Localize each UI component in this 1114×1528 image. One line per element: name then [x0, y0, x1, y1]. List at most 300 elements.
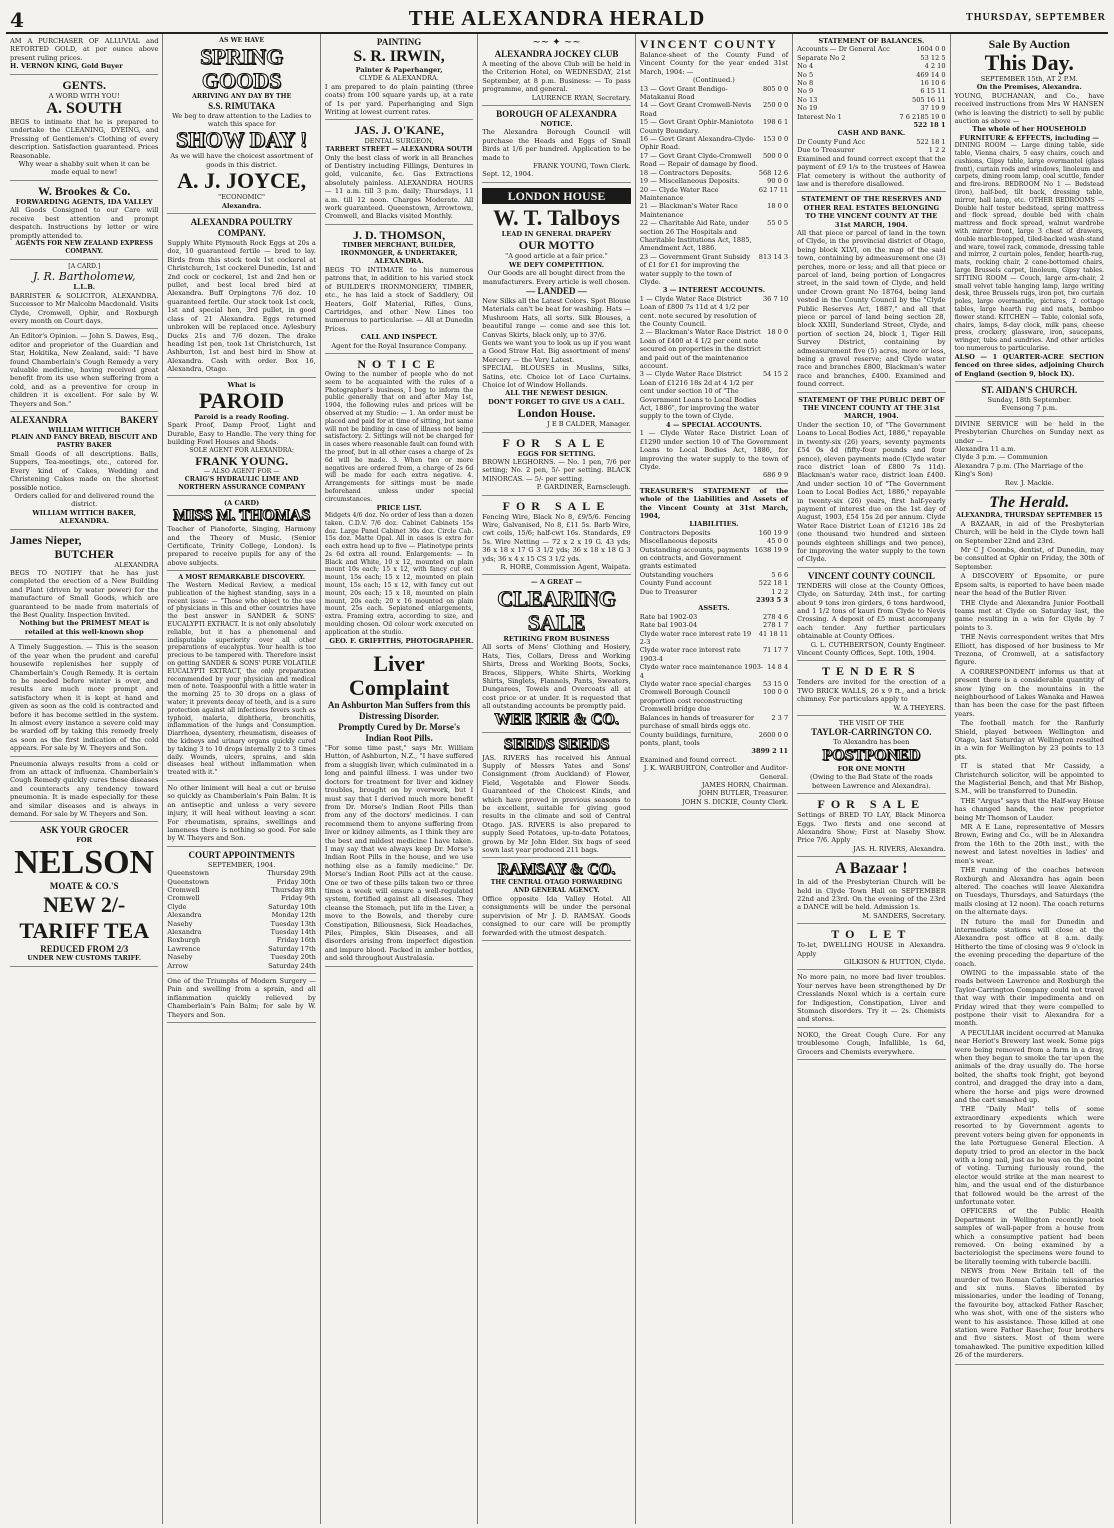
painting-heading: PAINTING — [376, 37, 422, 47]
jockey-heading: ALEXANDRA JOCKEY CLUB — [494, 49, 619, 59]
eucalyptus-heading: A MOST REMARKABLE DISCOVERY. — [178, 574, 305, 582]
court-appointments — [167, 847, 315, 974]
show-intro: We beg to draw attention to the Ladies to watch this space for — [172, 111, 312, 128]
asset-row-label: Cromwell Borough Council proportion cost reconstructing Cromwell bridge due — [639, 688, 743, 714]
asset-row-label: Clyde water race interest rate 1903-4 — [639, 646, 741, 663]
ad-miss-thomas — [167, 496, 315, 571]
show-day: SHOW DAY ! — [176, 127, 308, 153]
cash-row-label: Dr County Fund Acc — [797, 137, 866, 146]
column-5 — [636, 34, 793, 1524]
road-row-label: 20 — Clyde Water Race Maintenance — [639, 185, 719, 202]
notice-postponed — [797, 716, 945, 794]
tenders-heading: TENDERS — [822, 664, 921, 679]
court-row-amount: Friday 30th — [276, 877, 316, 886]
liability-row-label: Due to Treasurer — [639, 587, 698, 596]
surgery-notice: One of the Triumphs of Modern Surgery — Pain and swelling from a sprain, and all inflammation quickly relieved by Chamberlain's Pain Balm; for sale by W. Theyers and Son. — [167, 974, 315, 1023]
road-row-amount: 500 0 0 — [762, 151, 789, 160]
liability-row — [640, 579, 788, 587]
liabilities-list — [640, 529, 788, 596]
south-body: BEGS to intimate that he is prepared to undertake the CLEANING, DYEING, and Pressing of Gentlemen's Clothing of every description. Satisfaction guaranteed. Prices Reasonable. — [10, 118, 159, 160]
balance-row — [797, 62, 945, 70]
asset-row-amount: 278 1 7 — [762, 621, 789, 630]
court-row-amount: Thursday 29th — [267, 869, 316, 878]
aidans-heading: ST. AIDAN'S CHURCH. — [981, 384, 1078, 395]
insurance-agent: Agent for the Royal Insurance Company. — [331, 341, 467, 350]
balance-row-amount: 4 2 10 — [924, 62, 946, 71]
to-alexandra: To Alexandra has been — [833, 738, 910, 747]
road-row — [640, 101, 788, 118]
butler-sign: JOHN BUTLER, Treasurer. — [698, 789, 789, 798]
court-row — [167, 911, 315, 919]
butcher-tagline: Nothing but the PRIMEST MEAT is retailed at this well-known shop — [19, 619, 150, 636]
quarter-acre: ALSO — 1 QUARTER-ACRE SECTION fenced on three sides, adjoining Church of England (section 9, block IX). — [954, 352, 1104, 378]
motto-text: "A good article at a fair price." — [505, 252, 608, 261]
morse-body: "For some time past," says Mr. William Hutton, of Ashburton, N.Z., "I have suffered from a sluggish liver, which culminated in a long and painful illness. I was under two doctors for treatment for liver and kidney troubles, brought on by overwork, but I must say that I derived much more benefit from Dr. Morse's Indian Root Pills than from any of the doctors' medicines. I can recommend them to anyone suffering from liver or kidney ailments, as I think they are the best and mildest medicine I have taken. I may say that we always keep Dr. Morse's Indian Root Pills in the house, and we use nothing else as a family medicine." Dr. Morse's Indian Root Pills act at the cause. One or two of these pills taken two or three times a week will ensure a well-regulated system, fortified against all diseases. They cleanse the Stomach, put life in the Liver, a move to the Bowels, and thereby cure Constipation, Biliousness, Sick Headaches, Piles, Pimples, Skin Diseases, and all disorders arising from imperfect digestion and impure blood. Packed in amber bottles, and sold throughout Australasia. — [324, 744, 474, 963]
divine-row: Alexandra 11 a.m. — [954, 445, 1016, 454]
south-name: A. SOUTH — [46, 100, 122, 118]
balance-row-amount: 1604 0 0 — [916, 45, 946, 54]
show-body: As we will have the choicest assortment of goods in this district. — [170, 152, 313, 169]
asset-row-label: Clyde water race maintenance 1903-4 — [639, 663, 764, 680]
road-row — [640, 186, 788, 203]
column-4 — [478, 34, 635, 1524]
court-row-label: Cromwell — [167, 894, 200, 903]
balance-row-amount: 37 19 9 — [920, 104, 946, 113]
seeds-heading: SEEDS SEEDS — [503, 735, 610, 753]
news-item: THE "Argus" says that the Half-way House has changed hands, the new proprietor being Mr Thomson of Lauder. — [954, 796, 1104, 822]
asset-row — [640, 630, 788, 647]
nieper-name: James Nieper, — [10, 532, 82, 547]
wee-kee: WEE KEE & CO. — [494, 710, 619, 728]
asset-row-label: Clyde water race interest rate 19 2-3 — [639, 629, 752, 647]
ad-brookes — [10, 181, 158, 260]
bakery-orders: Orders called for and delivered round the district. — [14, 492, 155, 509]
road-row-amount: 62 17 11 — [758, 185, 789, 194]
court-row-amount: Saturday 10th — [268, 902, 316, 911]
court-row-amount: Friday 9th — [280, 894, 316, 903]
vincent-sub: Balance-sheet of the County Fund of Vincent County for the year ended 31st March, 1904: — — [639, 51, 789, 76]
talboys-sub: LEAD IN GENERAL DRAPERY — [501, 229, 612, 238]
court-row-amount: Friday 16th — [276, 936, 316, 945]
court-row-label: Queenstown — [167, 877, 210, 886]
asset-row — [640, 731, 788, 748]
balance-row-label: No 13 — [797, 95, 818, 104]
road-row-amount: 153 0 0 — [762, 135, 789, 144]
tenders-body: Tenders are invited for the erection of a TWO BRICK WALLS, 26 x 9 ft., and a brick chimney. For particulars apply to — [797, 678, 946, 704]
reserves-heading: STATEMENT OF THE RESERVES AND OTHER REAL ESTATES BELONGING TO THE VINCENT COUNTY AT THE 31st MARCH, 1904. — [801, 195, 942, 229]
ad-paroid — [167, 378, 315, 496]
barrister-degree: L.L.B. — [73, 283, 96, 292]
gents-heading: GENTS. — [62, 77, 107, 92]
irwin-place: CLYDE & ALEXANDRA. — [359, 74, 439, 83]
liability-row-label: Miscellaneous deposits — [639, 537, 718, 546]
balances-total: 522 18 1 — [913, 121, 946, 130]
road-row-label: 21 — Blackman's Water Race Maintenance — [639, 202, 738, 219]
balance-row — [797, 96, 945, 104]
rivers-sign: JAS. H. RIVERS, Alexandra. — [853, 844, 946, 853]
herald-heading: The Herald. — [989, 494, 1070, 512]
reduced-price: REDUCED FROM 2/3 — [40, 943, 129, 954]
okane-sub: DENTAL SURGEON, — [364, 137, 434, 146]
liability-row — [640, 546, 788, 571]
auction-heading: Sale By Auction — [988, 37, 1070, 51]
bazaar-body: In aid of the Presbyterian Church will be held in Clyde Town Hall on SEPTEMBER 22nd and 23rd. On the evening of the 23rd a DANCE will be held. Admission 1s. — [797, 878, 946, 912]
divine-body: DIVINE SERVICE will be held in the Presbyterian Churches on Sunday next as under — — [954, 419, 1104, 445]
grocer-line: ASK YOUR GROCER — [39, 825, 129, 836]
borough-heading: BOROUGH OF ALEXANDRA — [496, 109, 617, 120]
notice-borough — [482, 106, 630, 183]
balance-row-label: No 9 — [797, 87, 814, 96]
road-row — [640, 118, 788, 135]
news-item: NEWS from New Britain tell of the murder of two Roman Catholic missionaries and six nuns. Slaves liberated by missionaries, under the leading of Tonang, the favourite boy, attacked Father Rascher, who was shot, with one of the sisters who went to his assistance. Those killed at one station were Father Rascher, four brothers and five sisters. Most of them were tomahawked. The punitive expedition killed 26 of the murderers. — [954, 1267, 1104, 1360]
news-item: IN future the mail for Dunedin and intermediate stations will close at the Alexandra post office at 8 a.m. daily. Hitherto the time of closing was 9 o'clock in the evening preceding the departure of the coach. — [954, 917, 1104, 968]
interest-row-amount: 18 0 0 — [767, 328, 789, 337]
road-row-amount: 18 0 0 — [767, 202, 789, 211]
ornament-icon: ~~ ✦ ~~ — [532, 37, 581, 48]
road-row-amount: 813 14 3 — [758, 252, 789, 261]
eggs-body: BROWN LEGHORNS. — No. 1 pen, 7/6 per setting; No. 2 pen, 5/- per setting. BLACK MINORCAS. — 5/- per setting. — [482, 458, 631, 483]
miss-thomas: MISS M. THOMAS — [173, 507, 311, 525]
examined-line: Examined and found correct. — [639, 755, 738, 764]
balance-row — [797, 104, 945, 112]
liability-row — [640, 588, 788, 596]
premises-line: On the Premises, Alexandra. — [976, 83, 1082, 92]
ad-fencing-for-sale — [482, 496, 630, 576]
barrister-name: J. R. Bartholomew, — [32, 270, 136, 284]
liability-row-amount: 1638 19 9 — [754, 545, 789, 554]
county-balance-sheet — [640, 34, 788, 484]
economic-label: "ECONOMIC" — [218, 193, 266, 202]
treasurer-heading: TREASURER'S STATEMENT of the whole of the Liabilities and Assets of the Vincent County at 31st March, 1904, — [639, 486, 789, 520]
south-tagline: Why wear a shabby suit when it can be made equal to new! — [18, 160, 150, 177]
road-row-label: 15 — Govt Grant Ophir-Maniototo County Boundary. — [639, 118, 754, 135]
column-2 — [163, 34, 320, 1524]
masthead — [6, 6, 1108, 34]
pneumonia-notice: Pneumonia always results from a cold or from an attack of influenza. Chamberlain's Cough Remedy quickly cures these diseases and counteracts any tendency toward pneumonia. It is made especially for these and similar diseases and is always in demand. For sale by W. Theyers and Son. — [10, 757, 158, 823]
thomson-place: ALEXANDRA. — [374, 257, 424, 266]
ad-bakery — [10, 412, 158, 530]
interest-row-amount: 36 7 10 — [762, 294, 789, 303]
road-row-label: 13 — Govt Grant Bendigo-Matakanui Road — [639, 84, 728, 102]
balance-row — [797, 54, 945, 62]
road-row — [640, 253, 788, 287]
balance-row-amount: 53 12 5 — [920, 53, 946, 62]
asset-row-amount: 2600 0 0 — [758, 730, 789, 739]
asset-row-amount: 71 17 7 — [762, 646, 789, 655]
court-heading: COURT APPOINTMENTS — [188, 849, 295, 860]
bakery-body: Small Goods of all descriptions. Balls, Suppers, Tea-meetings, etc., catered for. Every kind of Cakes, Wedding and Christening Cakes made on the shortest possible notice. — [10, 449, 159, 492]
liability-row-label: Outstanding accounts, payments on contracts, and Government grants estimated — [639, 545, 750, 571]
balance-row-amount: 6 15 11 — [920, 87, 946, 96]
assets-total: 3899 2 11 — [751, 747, 789, 756]
liver-heading: Liver Complaint — [348, 651, 450, 701]
court-row-amount: Tuesday 20th — [270, 953, 316, 962]
cash-heading: CASH AND BANK. — [837, 129, 906, 138]
notice-st-aidans — [955, 382, 1104, 417]
dont-forget: DON'T FORGET TO GIVE US A CALL. — [488, 397, 625, 406]
ad-bartholomew — [10, 260, 158, 330]
asset-row — [640, 714, 788, 731]
ad-gold-purchaser — [10, 34, 158, 75]
asset-row-amount: 53 15 0 — [762, 680, 789, 689]
liability-row — [640, 529, 788, 537]
divine-row: Alexandra 7 p.m. (The Marriage of the King's Son) — [954, 461, 1084, 479]
court-row-label: Arrow — [167, 961, 189, 970]
mackie-sign: Rev. J. Mackie. — [1004, 478, 1054, 487]
bakery-sign: WILLIAM WITTICH BAKER, ALEXANDRA. — [32, 508, 137, 526]
defy-body: Our Goods are all bought direct from the manufacturers. Every article is well chosen. — [482, 269, 631, 286]
miss-thomas-body: Teacher of Pianoforte, Singing, Harmony and the Theory of Music. (Senior Certificate, Trinity College, London). Is prepared to receive pupils for any of the above subjects. — [167, 525, 316, 567]
noxol-notice: No more pain, no more bad liver troubles. Your nerves have been strengthened by Dr Cresslands Noxol which is a certain cure for Indigestion, Constipation, Liver and Stomach disorders. Try it — 2s. Chemists and stores. — [797, 970, 945, 1027]
balance-row — [797, 71, 945, 79]
newest-design: ALL THE NEWEST DESIGN. — [505, 389, 608, 398]
statement-of-balances — [797, 34, 945, 192]
divine-list — [955, 445, 1104, 479]
court-row-amount: Monday 12th — [271, 911, 316, 920]
notice-photographer — [325, 354, 473, 649]
article-eucalyptus — [167, 571, 315, 781]
court-row-label: Cromwell — [167, 885, 200, 894]
court-row — [167, 936, 315, 944]
liability-row-amount: 5 6 6 — [771, 570, 789, 579]
card-label: [A CARD.] — [68, 262, 101, 270]
dickie-sign: JOHN S. DICKIE, County Clerk. — [682, 797, 789, 806]
council-body: TENDERS will close at the County Offices, Clyde, on Saturday, 24th inst., for carting about 9 tons iron girders, 6 tons hardwood, and 1 1/2 tons of kauri from Clyde to Nevis Crossing. A deposit of £5 must accompany each tender. Any further particulars obtainable at County Offices. — [797, 581, 946, 641]
price-list-heading: PRICE LIST. — [376, 503, 422, 512]
borough-body: The Alexandra Borough Council will purchase the Heads and Eggs of Small Birds at 1/6 per hundred. Application to be made to — [482, 128, 631, 162]
brookes-name: W. Brookes & Co. — [38, 183, 131, 198]
interest-row-amount: 54 15 2 — [762, 370, 789, 379]
assets-list — [640, 613, 788, 748]
okane-address: TARBERT STREET — ALEXANDRA SOUTH — [325, 145, 473, 153]
court-row-label: Queenstown — [167, 869, 210, 878]
interest-row — [640, 295, 788, 329]
notice-county-council — [797, 568, 945, 662]
road-row — [640, 152, 788, 169]
balance-row — [797, 45, 945, 53]
purchaser-text: AM A PURCHASER OF ALLUVIAL and RETORTED GOLD, at per ounce above present ruling prices. — [10, 37, 159, 62]
news-item: OWING to the impassable state of the roads between Lawrence and Roxburgh the Taylor-Carrington Company could not travel that way with their impedimenta and on Friday wired that they were compelled to postpone their visit to Alexandra for a month. — [954, 968, 1104, 1028]
court-row — [167, 945, 315, 953]
brookes-sub: FORWARDING AGENTS, IDA VALLEY — [15, 197, 153, 206]
bakery-left: ALEXANDRA — [10, 414, 68, 425]
road-row-amount: 90 0 0 — [767, 177, 789, 186]
court-row-amount: Saturday 24th — [268, 961, 316, 970]
taylor-carrington: TAYLOR-CARRINGTON CO. — [811, 727, 932, 738]
news-list — [955, 520, 1104, 1360]
jockey-sign: LAURENCE RYAN, Secretary. — [531, 93, 631, 102]
news-item: OFFICERS of the Public Health Department in Wellington recently took samples of wall-paper from a house from which a consumptive patient had been removed. On being examined by a bacteriologist the specimens were found to be literally teeming with tubercle bacilli. — [954, 1207, 1104, 1266]
column-3 — [321, 34, 478, 1524]
court-row-amount: Tuesday 13th — [270, 919, 316, 928]
special-amount: 686 9 9 — [762, 471, 789, 480]
ad-minorca-for-sale — [797, 794, 945, 857]
notice-tenders — [797, 661, 945, 716]
morse-line: Promptly Cured by Dr. Morse's Indian Root Pills. — [338, 722, 460, 744]
ad-south — [10, 75, 158, 181]
call-inspect: CALL AND INSPECT. — [360, 333, 438, 342]
asset-row-amount: 41 18 11 — [758, 629, 789, 638]
column-1 — [6, 34, 163, 1524]
what-is: What is — [227, 380, 256, 389]
owing-note: (Owing to the Bad State of the roads between Lawrence and Alexandra). — [809, 773, 933, 790]
court-list — [167, 869, 315, 970]
ad-london-house — [482, 183, 630, 433]
paroid-body: Spark Proof, Damp Proof, Light and Durable, Easy to Handle. The very thing for building Fowl Houses and Sheds. — [167, 421, 316, 447]
balances-heading: STATEMENT OF BALANCES. — [818, 37, 925, 45]
price-list-body: Midgets 4/6 doz. No order of less than a dozen taken. C.D.V. 7/6 doz. Cabinet Cabinets 15s doz. Large Panel Cabinet 30s doz. Circle Cab. 15s doz. Matte Opal. All in cases is extra for each extra head up to five — Platinotype prints 2s 6d extra all round. Enlargements: — In Black and White, 10 x 12, mounted on plain mount 10s each; 15 x 12, with fancy cut out mount, 15s each; 15 x 12, mounted on plain mount, 15s each; 15 x 12, with fancy cut out mount, 20s each; 15 x 18, mounted on plain mount, 20s each; 20 x 16 mounted on plain mount, 25s each. Sepiatoned enlargements, extra. Framing extra, according to size, and moulding chosen. Oil colour work executed on application at the studio. — [324, 511, 474, 636]
road-row-label: 14 — Govt Grant Cromwell-Nevis Road — [639, 101, 752, 118]
cash-row-amount: 1 2 2 — [928, 146, 946, 155]
ad-thomson — [325, 225, 473, 354]
whole-of-her: The whole of her HOUSEHOLD FURNITURE & EFFECTS, including — — [959, 125, 1099, 142]
thomson-sub: TIMBER MERCHANT, BUILDER, IRONMONGER, & UNDERTAKER, — [340, 241, 458, 257]
court-month: SEPTEMBER, 1904. — [207, 860, 276, 869]
liability-row-label: County Fund account — [639, 579, 712, 588]
bakery-sub: PLAIN AND FANCY BREAD, BISCUIT AND PASTRY BAKER — [11, 434, 158, 450]
as-we-have: AS WE HAVE — [219, 37, 265, 44]
newspaper-title: THE ALEXANDRA HERALD — [408, 6, 706, 30]
also-agent: — ALSO AGENT FOR — — [203, 468, 280, 476]
furniture-list: DINING ROOM — Large dining table, side table, Vienna chairs, 5 easy chairs, couch and cushions, Gipsy table, large overmantel (glass front), curtain rods and windows, linoleum and carpets, dining room lamp, coal scuttle, fender and fire-irons. BEDROOM No 1 — Bedstead (iron), half-bed, tilt back, dressing table, mirror, hall lamp, etc. OTHER BEDROOMS — Double half tester bedstead, spring mattress and flock spread, double bed with chain mattress and flock spread, walnut wardrobe with mirror front, large 3 chest of drawers, double marble-topped, tiled-backed wash-stand and ware, towel rack, commode, dressing table and mirror, 2 curtain poles, fender, hearth-rug, mats, rocking chair, 2 cane-bottomed chairs, large Brussels carpet, linoleum, Gipsy tables. SITTING ROOM — Couch, large arm-chair, 2 small velvet table hanging lamp, large writing desk, three Brussels rugs, iron pot, two curtain poles, large overmantle, pictures, 2 cottage tables, large hearth rug and mats, bamboo flower stand. KITCHEN — Table, colonial sofa, chairs, lamps, 8-day clock, milk pans, cheese press, crockery, glassware, iron, saucepans, wringer, tubs and sundries. And other articles too numerous to particularise. — [954, 142, 1104, 352]
postponed-heading: POSTPONED — [822, 746, 921, 764]
landed-body: New Silks all the Latest Colors. Spot Blouse Materials can't be beat for washing. Hats — Mushroom Hats, all sorts. Silk Blouses, a beautiful range — come and see this lot. Canvas Skirts, black only, up to 37/6. — [482, 296, 631, 339]
thomson-name: J. D. THOMSON, — [353, 227, 446, 242]
notice-jockey-club — [482, 34, 630, 106]
cash-body: Examined and found correct except that the payment of £9 1/s to the trustees of Hawea Flat cemetery is without the authority of law and is therefore disallowed. — [797, 154, 946, 188]
aidans-time: Evensong 7 p.m. — [1001, 404, 1058, 413]
road-row — [640, 219, 788, 253]
road-row-amount: 568 12 6 — [758, 168, 789, 177]
asset-row — [640, 613, 788, 621]
court-row-amount: Saturday 17th — [268, 944, 316, 953]
spring-goods: SPRING GOODS — [200, 43, 284, 93]
craig-line: CRAIG'S HYDRAULIC LIME AND NORTHERN ASSURANCE COMPANY — [178, 476, 306, 491]
asset-row-label: Rate bal 1903-04 — [639, 621, 698, 630]
interest-row-label: 1 — Clyde Water Race District Loan of £800 7s 11d at 4 1/2 per cent. note secured by resolution of the County Council. — [639, 294, 757, 328]
court-row-label: Naseby — [167, 953, 193, 962]
liability-row-amount: 45 0 0 — [767, 537, 789, 546]
butcher-place: ALEXANDRA — [114, 560, 159, 569]
great-line: — A GREAT — — [530, 578, 582, 587]
roads-list — [640, 85, 788, 287]
jockey-body: A meeting of the above Club will be held in the Criterion Hotel, on WEDNESDAY, 21st September, at 8 p.m. Business: — To pass programme, and general. — [482, 60, 631, 94]
ad-nieper — [10, 530, 158, 641]
issue-date: THURSDAY, SEPTEMBER — [966, 12, 1106, 23]
to-let-heading: TO LET — [831, 927, 912, 942]
news-item: A CORRESPONDENT informs us that at present there is a considerable quantity of snow lying on the mountains in the neighbourhood of Lakes Wanaka and Hawea than has been the case for the past fifteen years. — [954, 667, 1104, 718]
balances-list — [797, 45, 945, 121]
notice-heading: NOTICE — [357, 356, 441, 371]
liability-row — [640, 537, 788, 545]
court-row — [167, 903, 315, 911]
cash-list — [797, 138, 945, 155]
column-7 — [951, 34, 1108, 1524]
okane-body: Only the best class of work in all Branches of Dentistry including Fillings, Dentures in gold, vulcanite, &c. Gas Extractions absolutely painless. ALEXANDRA HOURS — 11 a.m. till 3 p.m. daily; Thursdays, 11 a.m. till 12 noon. Charges Moderate. All work guaranteed. Queenstown, Arrowtown, Cromwell, and Blacks visited Monthly. — [324, 153, 474, 221]
page-number: 4 — [10, 8, 24, 32]
road-row-label: 23 — Government Grant Subsidy of £1 for £1 for improving the water supply to the town of Clyde. — [639, 252, 751, 286]
balance-row — [797, 79, 945, 87]
asset-row-label: Rate bal 1902-03 — [639, 612, 698, 621]
sole-agent: SOLE AGENT FOR ALEXANDRA: — [189, 446, 294, 454]
liability-row-amount: 522 18 1 — [758, 579, 789, 588]
columns — [6, 34, 1108, 1524]
ad-eggs-for-sale — [482, 433, 630, 496]
ad-nelson-tea — [10, 822, 158, 966]
gardiner-sign: P. GARDINER, Earnscleugh. — [536, 483, 631, 492]
notice-divine-service — [955, 417, 1104, 491]
special-blouses: SPECIAL BLOUSES in Muslins, Silks, Satins, etc. Choice lot of Lace Curtains. Choice lot of Window Hollands. — [482, 364, 631, 389]
asset-row-amount: 2 3 7 — [771, 713, 789, 722]
notice-body: Owing to the number of people who do not seem to be acquainted with the rules of a Photographer's business, I beg to inform the public generally that on and after May 1st, 1904, the following rules and prices will be observed at my Studio: — 1. An order must be placed and paid for at time of sitting, but same will not be binding in case of illness not being satisfactory. 2. Sittings will not be charged for in cases where reasonable fault can found with the proof, but in all other cases a charge of 2s 6d will be made. 3. When two or more negatives are ordered from, a charge of 2s 6d will be made for each extra negative. 4. Arrangements for sittings must be made beforehand unless under special circumstances. — [324, 370, 474, 503]
court-row — [167, 928, 315, 936]
balance-row-label: Separate No 2 — [797, 53, 846, 62]
one-month: FOR ONE MONTH — [837, 764, 906, 773]
notice-bazaar — [797, 857, 945, 924]
balance-row-amount: 469 14 0 — [916, 70, 946, 79]
assets-heading: ASSETS. — [698, 604, 730, 613]
balance-row-amount: 7 6 2185 19 0 — [899, 112, 946, 121]
liability-row-label: Contractors Deposits — [639, 528, 711, 537]
court-row-label: Alexandra — [167, 928, 202, 936]
arriving-line: ARRIVING ANY DAY BY THE — [192, 92, 292, 100]
interest-row — [640, 370, 788, 420]
to-let-body: To-let, DWELLING HOUSE in Alexandra. Apply — [797, 941, 946, 958]
borough-sign: FRANK YOUNG, Town Clerk. — [533, 162, 631, 171]
balance-row-label: No 19 — [797, 104, 818, 113]
poultry-heading: ALEXANDRA POULTRY COMPANY. — [190, 217, 293, 239]
customs-line: UNDER NEW CUSTOMS TARIFF. — [27, 954, 141, 962]
news-item: THE Nevis correspondent writes that Mrs Elliott, has disposed of her business to Mr Trezona, of Cromwell, at a satisfactory figure. — [954, 633, 1104, 667]
for-sale-heading-1: FOR SALE — [502, 435, 611, 450]
ad-liver-complaint — [325, 649, 473, 967]
nelson-brand: NELSON — [14, 843, 155, 881]
irwin-sub: Painter & Paperhanger, — [355, 66, 443, 74]
council-heading: VINCENT COUNTY COUNCIL — [807, 570, 935, 581]
court-row-label: Roxburgh — [167, 936, 201, 945]
joyce-place: Alexandra. — [221, 201, 262, 210]
road-row-amount: 805 0 0 — [762, 84, 789, 93]
brookes-body: All Goods Consigned to our Care will receive best attention and prompt despatch. Instructions by letter or wire promptly attended to. — [10, 206, 159, 240]
irwin-name: S. R. IRWIN, — [353, 48, 445, 65]
borough-notice: NOTICE. — [540, 120, 573, 129]
news-item: The football match for the Ranfurly Shield, played between Wellington and Otago, last Saturday at Wellington resulted in a win for Wellington by 23 points to 13 pts. — [954, 719, 1104, 761]
court-row — [167, 920, 315, 928]
court-row — [167, 869, 315, 877]
asset-row — [640, 621, 788, 629]
ramsay-sub: THE CENTRAL OTAGO FORWARDING AND GENERAL AGENCY. — [490, 879, 623, 895]
aidans-date: Sunday, 18th September. — [987, 395, 1072, 404]
court-row-amount: Thursday 8th — [271, 885, 316, 894]
liabilities-total: 2393 5 3 — [756, 596, 789, 604]
visit-line: THE VISIT OF THE — [838, 719, 904, 728]
cash-row — [797, 146, 945, 154]
horn-sign: JAMES HORN, Chairman. — [701, 780, 789, 789]
young-buchanan: YOUNG, BUCHANAN, and Co., have received instructions from Mrs W HANSEN (who is leaving the district) to sell by public auction as above — — [954, 91, 1104, 126]
talboys-name: W. T. Talboys — [493, 204, 620, 230]
asset-row-label: County buildings, furniture, ponts, plant, tools — [639, 730, 733, 747]
motto-heading: OUR MOTTO — [518, 238, 595, 253]
frank-young: FRANK YOUNG. — [195, 454, 289, 469]
griffiths-sign: GEO. F. GRIFFITHS, PHOTOGRAPHER. — [329, 636, 474, 645]
eggs-heading: EGGS FOR SETTING. — [517, 449, 596, 458]
ad-poultry — [167, 214, 315, 378]
herald-news — [955, 491, 1104, 1365]
ad-auction — [955, 34, 1104, 382]
balance-row-amount: 16 10 6 — [920, 79, 946, 88]
interest-row-label: 2 — Blackman's Water Race District Loan of £400 at 4 1/2 per cent note secured on properties in the district and paid out of the maintenance account. — [639, 328, 761, 371]
interest-list — [640, 295, 788, 421]
